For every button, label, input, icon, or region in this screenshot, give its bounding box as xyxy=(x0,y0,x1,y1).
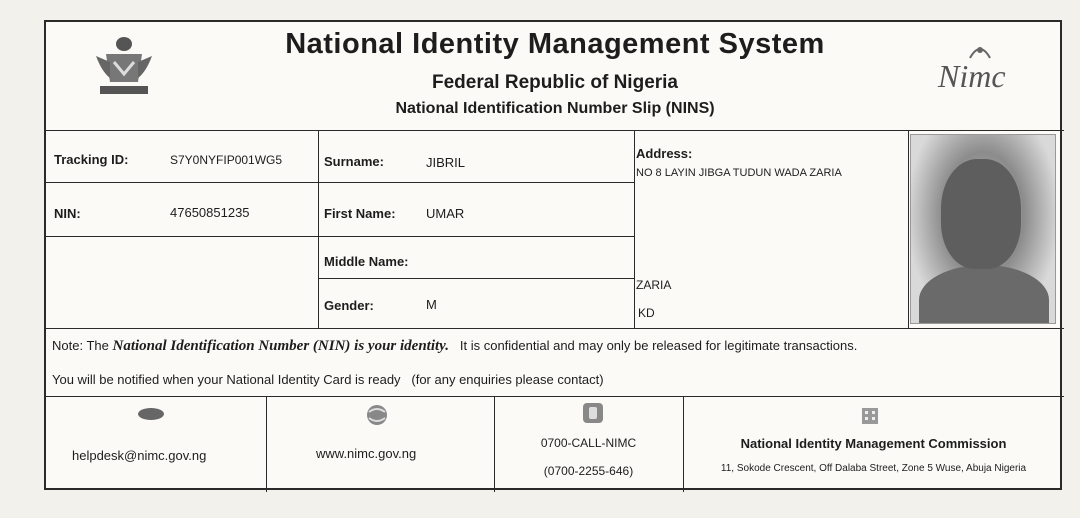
phone-digits: (0700-2255-646) xyxy=(543,464,634,478)
org-address: 11, Sokode Crescent, Off Dalaba Street, Zone 5 Wuse, Abuja Nigeria xyxy=(720,463,1027,474)
first-name-value: UMAR xyxy=(426,206,465,221)
note-emphasis: National Identification Number (NIN) is your identity. xyxy=(112,338,450,354)
surname-value: JIBRIL xyxy=(426,155,466,170)
gender-value: M xyxy=(426,297,437,312)
address-label: Address: xyxy=(636,146,693,161)
page-subtitle: Federal Republic of Nigeria xyxy=(432,72,678,93)
email-icon xyxy=(136,406,166,422)
surname-label: Surname: xyxy=(324,154,384,169)
nin-value: 47650851235 xyxy=(170,205,250,220)
address-town: ZARIA xyxy=(636,278,672,292)
note-line2: You will be notified when your National Identity Card is ready (for any enquiries please contact) xyxy=(52,372,604,387)
first-name-label: First Name: xyxy=(324,206,396,221)
helpdesk-email[interactable]: helpdesk@nimc.gov.ng xyxy=(72,448,207,463)
building-icon xyxy=(858,402,882,426)
slip-title: National Identification Number Slip (NINS) xyxy=(395,100,715,117)
middle-name-label: Middle Name: xyxy=(324,254,409,269)
tracking-id-label: Tracking ID: xyxy=(54,152,129,167)
page-title: National Identity Management System xyxy=(285,28,825,60)
org-name: National Identity Management Commission xyxy=(740,436,1007,451)
nimc-logo: Nimc xyxy=(938,52,1038,102)
note-line1 xyxy=(52,338,857,355)
holder-photo xyxy=(910,134,1056,324)
address-line1: NO 8 LAYIN JIBGA TUDUN WADA ZARIA xyxy=(636,167,842,179)
nin-slip xyxy=(44,20,1062,490)
phone-number[interactable]: 0700-CALL-NIMC xyxy=(540,436,637,450)
globe-icon xyxy=(364,402,390,428)
note-prefix: Note: The xyxy=(52,338,109,353)
note-suffix: It is confidential and may only be released for legitimate transactions. xyxy=(459,338,858,353)
nin-label: NIN: xyxy=(54,206,81,221)
tracking-id-value: S7Y0NYFIP001WG5 xyxy=(170,153,283,167)
phone-icon xyxy=(580,400,606,426)
gender-label: Gender: xyxy=(324,298,374,313)
website-link[interactable]: www.nimc.gov.ng xyxy=(316,446,417,461)
address-state: KD xyxy=(638,306,655,320)
